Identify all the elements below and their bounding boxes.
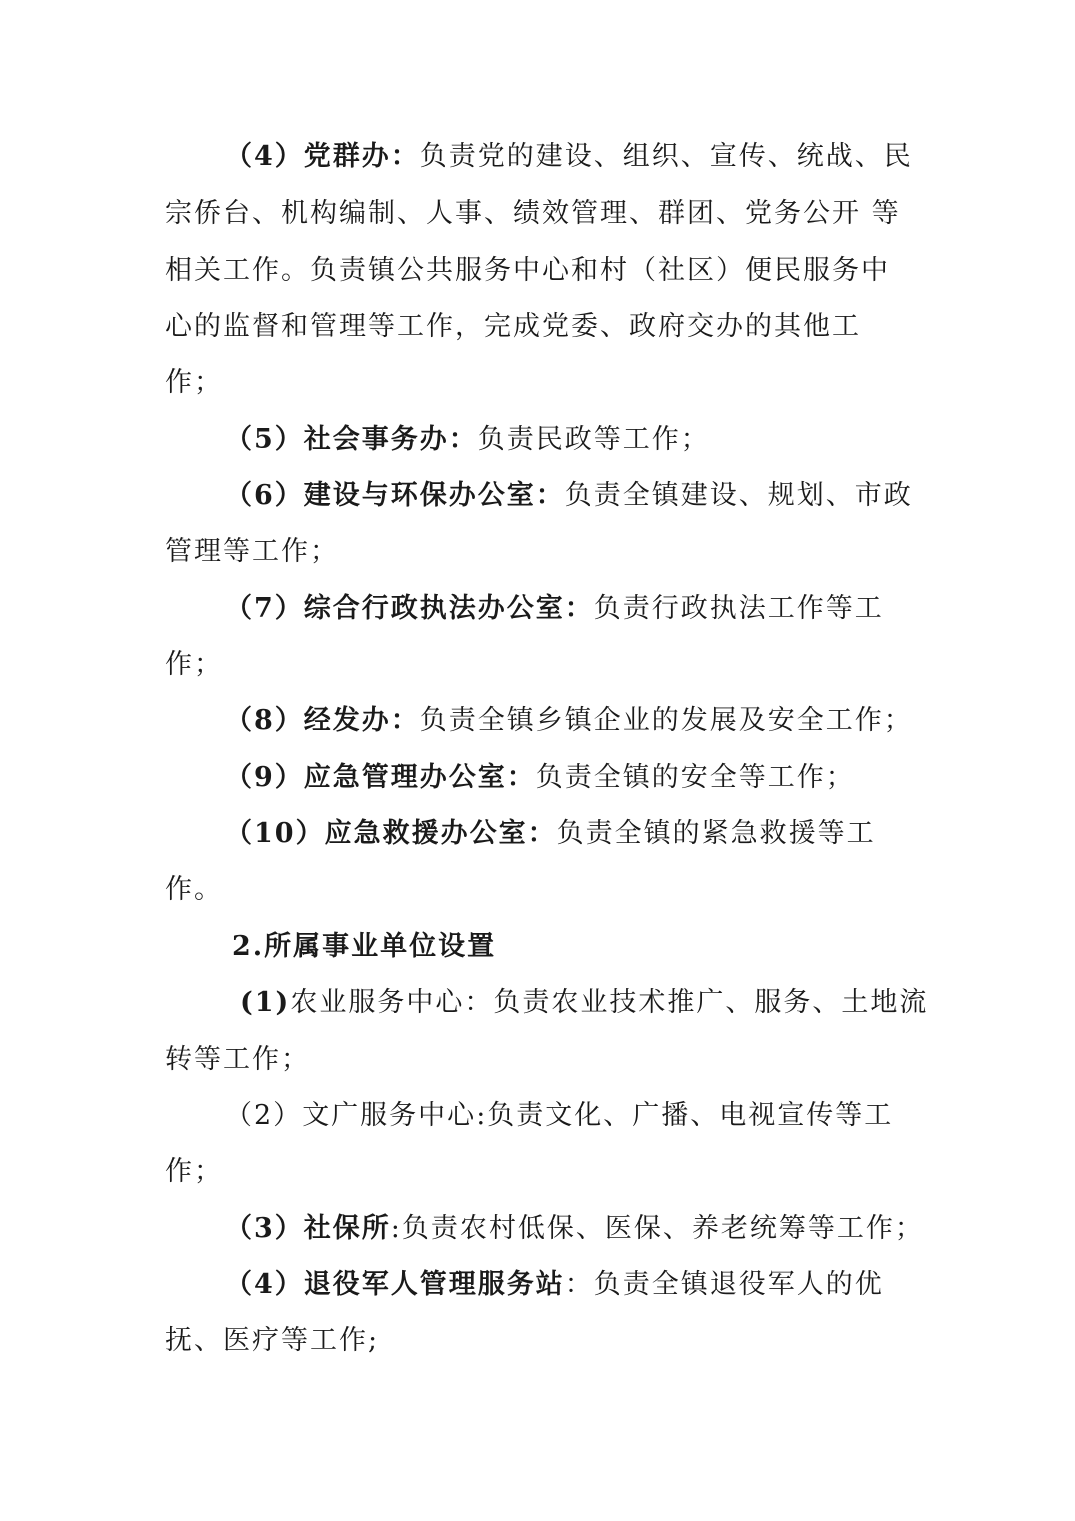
item-text: 负责行政执法工作等工 — [593, 593, 884, 624]
item-text: 负责党的建设、组织、宣传、统战、民 — [419, 141, 913, 172]
item-title: 应急救援办公室： — [324, 818, 557, 849]
item-number: （5） — [225, 424, 304, 455]
item-text: 负责全镇的紧急救援等工 — [556, 818, 876, 849]
paragraph-first-line — [225, 589, 884, 629]
paragraph-first-line — [225, 1209, 924, 1249]
paragraph-first-line — [225, 1265, 884, 1305]
item-title: 建设与环保办公室： — [303, 480, 565, 511]
item-text: 负责全镇建设、规划、市政 — [564, 480, 913, 511]
item-title: 文广服务中心 — [302, 1100, 477, 1131]
item-title: 党群办： — [303, 141, 420, 172]
item-title: 农业服务中心 — [290, 987, 465, 1018]
item-number: (1) — [240, 987, 291, 1018]
item-text: 负责民政等工作； — [477, 424, 710, 455]
item-title: 社保所 — [303, 1213, 391, 1244]
item-number: （3） — [225, 1213, 304, 1244]
item-number: （4） — [225, 1269, 304, 1300]
paragraph-line: 宗侨台、机构编制、人事、绩效管理、群团、党务公开 等 — [165, 198, 901, 229]
paragraph-line: 管理等工作； — [165, 536, 339, 567]
item-text: 负责全镇乡镇企业的发展及安全工作； — [419, 705, 913, 736]
item-title: 社会事务办： — [303, 424, 478, 455]
item-number: （8） — [225, 705, 304, 736]
paragraph-line: 相关工作。负责镇公共服务中心和村（社区）便民服务中 — [165, 255, 890, 286]
item-number: （7） — [225, 593, 304, 624]
paragraph-first-line — [225, 137, 913, 177]
item-text: :负责文化、广播、电视宣传等工 — [476, 1100, 894, 1131]
paragraph-line: 作； — [165, 367, 223, 398]
item-text: ：负责全镇退役军人的优 — [564, 1269, 884, 1300]
paragraph-first-line — [225, 701, 913, 741]
paragraph-line: 作； — [165, 649, 223, 680]
item-title: 应急管理办公室： — [303, 762, 536, 793]
item-text: ：负责农业技术推广、服务、土地流 — [464, 987, 929, 1018]
item-text: 负责全镇的安全等工作； — [535, 762, 855, 793]
item-number: （4） — [225, 141, 304, 172]
paragraph-first-line — [225, 476, 913, 516]
item-title: 退役军人管理服务站 — [303, 1269, 565, 1300]
item-text: :负责农村低保、医保、养老统筹等工作； — [390, 1213, 924, 1244]
paragraph-line: 作； — [165, 1156, 223, 1187]
paragraph-line: 抚、医疗等工作; — [165, 1325, 380, 1356]
paragraph-line: 作。 — [165, 874, 223, 905]
paragraph-first-line — [225, 758, 855, 798]
item-title: 综合行政执法办公室： — [303, 593, 594, 624]
paragraph-line: 心的监督和管理等工作，完成党委、政府交办的其他工 — [165, 311, 861, 342]
paragraph-first-line — [225, 814, 876, 854]
item-number: （6） — [225, 480, 304, 511]
item-number: （10） — [225, 818, 325, 849]
item-number: （9） — [225, 762, 304, 793]
section-heading: 2.所属事业单位设置 — [232, 931, 497, 962]
item-title: 经发办： — [303, 705, 420, 736]
paragraph-first-line — [225, 420, 710, 460]
paragraph-first-line — [225, 1096, 893, 1136]
paragraph-line: 转等工作； — [165, 1044, 310, 1075]
item-number: （2） — [225, 1100, 303, 1131]
paragraph-first-line — [240, 983, 928, 1023]
